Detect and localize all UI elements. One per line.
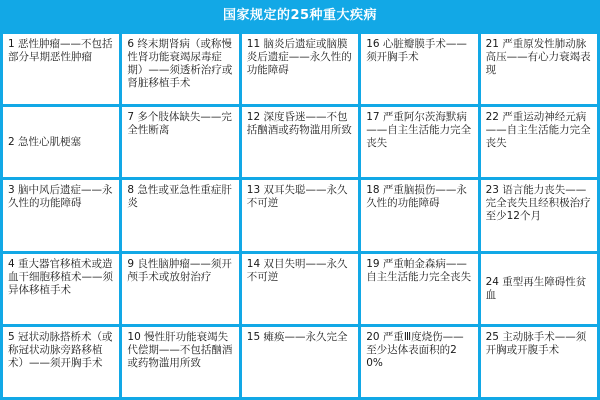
disease-cell-6: 6 终末期肾病（或称慢性肾功能衰竭尿毒症期）——须透析治疗或肾脏移植手术 [122, 34, 238, 104]
disease-cell-24 [481, 254, 597, 324]
disease-cell-10: 10 慢性肝功能衰竭失代偿期——不包括酗酒或药物滥用所致 [122, 327, 238, 397]
table-title: 国家规定的25种重大疾病 [0, 0, 600, 31]
disease-cell-21: 21 严重原发性肺动脉高压——有心力衰竭表现 [481, 34, 597, 104]
disease-cell-19: 19 严重帕金森病——自主生活能力完全丧失 [361, 254, 477, 324]
disease-cell-25: 25 主动脉手术——须开胸或开腹手术 [481, 327, 597, 397]
disease-cell-9: 9 良性脑肿瘤——须开颅手术或放射治疗 [122, 254, 238, 324]
disease-cell-18: 18 严重脑损伤——永久性的功能障碍 [361, 180, 477, 250]
disease-grid [0, 31, 600, 400]
disease-cell-3: 3 脑中风后遗症——永久性的功能障碍 [3, 180, 119, 250]
disease-cell-12: 12 深度昏迷——不包括酗酒或药物滥用所致 [242, 107, 358, 177]
disease-text-24: 24 重型再生障碍性贫血 [485, 275, 587, 301]
disease-cell-16: 16 心脏瓣膜手术——须开胸手术 [361, 34, 477, 104]
disease-cell-22: 22 严重运动神经元病——自主生活能力完全丧失 [481, 107, 597, 177]
disease-cell-2 [3, 107, 119, 177]
disease-cell-14: 14 双目失明——永久不可逆 [242, 254, 358, 324]
disease-text-2: 2 急性心肌梗塞 [8, 135, 82, 148]
disease-cell-13: 13 双耳失聪——永久不可逆 [242, 180, 358, 250]
disease-cell-1: 1 恶性肿瘤——不包括部分早期恶性肿瘤 [3, 34, 119, 104]
disease-cell-23: 23 语言能力丧失——完全丧失且经积极治疗至少12个月 [481, 180, 597, 250]
disease-cell-15: 15 瘫痪——永久完全 [242, 327, 358, 397]
disease-cell-11: 11 脑炎后遗症或脑膜炎后遗症——永久性的功能障碍 [242, 34, 358, 104]
disease-cell-20: 20 严重Ⅲ度烧伤——至少达体表面积的20% [361, 327, 477, 397]
disease-cell-17: 17 严重阿尔茨海默病——自主生活能力完全丧失 [361, 107, 477, 177]
disease-cell-5: 5 冠状动脉搭桥术（或称冠状动脉旁路移植术）——须开胸手术 [3, 327, 119, 397]
disease-cell-8: 8 急性或亚急性重症肝炎 [122, 180, 238, 250]
disease-cell-4: 4 重大器官移植术或造血干细胞移植术——须异体移植手术 [3, 254, 119, 324]
disease-cell-7: 7 多个肢体缺失——完全性断离 [122, 107, 238, 177]
